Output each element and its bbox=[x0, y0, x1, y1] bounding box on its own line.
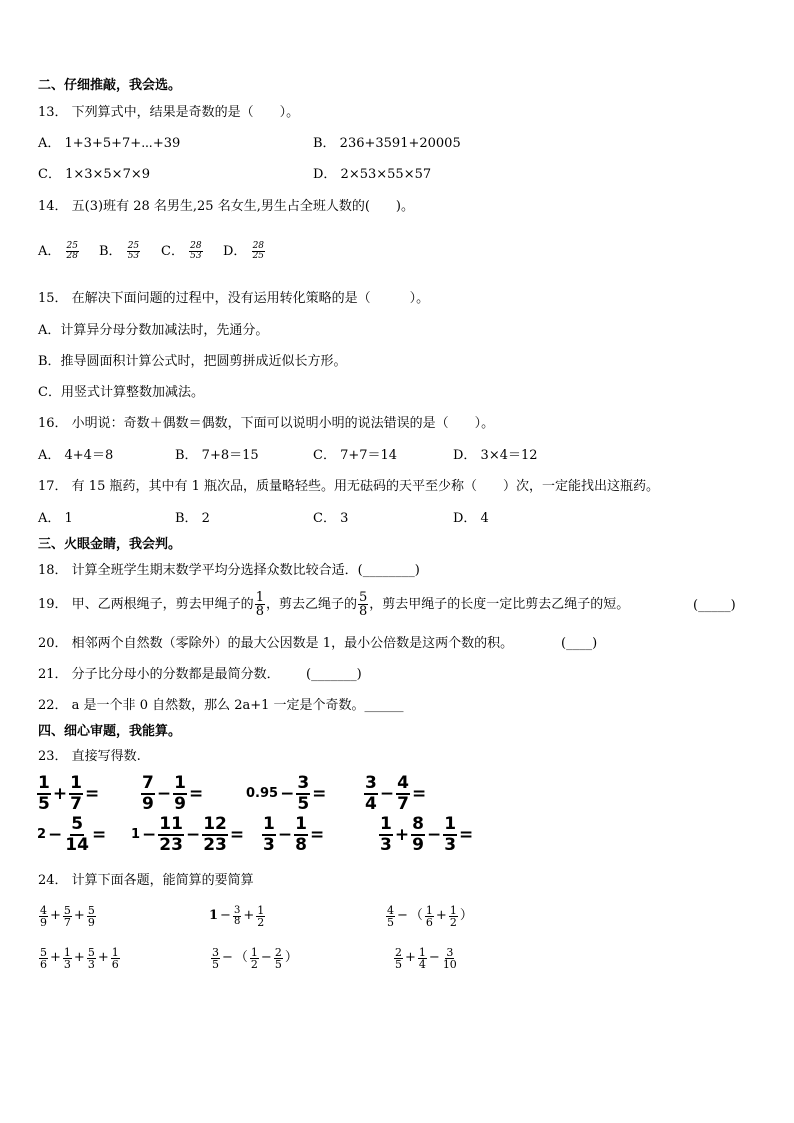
plus-sign: + bbox=[50, 950, 61, 965]
q14-stem: 14． 五(3)班有 28 名男生,25 名女生,男生占全班人数的( )。 bbox=[38, 199, 414, 214]
equals-sign: = bbox=[411, 784, 427, 804]
q20-answer-blank[interactable]: (____) bbox=[561, 636, 598, 651]
q14-option-c-fraction: $\frac{28}{53}$ bbox=[190, 241, 202, 261]
fraction: $\frac{1}{9}$ bbox=[174, 773, 186, 814]
q17-option-b[interactable]: B． 2 bbox=[175, 511, 210, 526]
q19-answer-blank[interactable]: (_____) bbox=[693, 598, 736, 613]
fraction: $\frac{1}{6}$ bbox=[425, 903, 433, 929]
q19-fraction-2: $\frac{5}{8}$ bbox=[358, 590, 368, 619]
plus-sign: + bbox=[73, 950, 85, 965]
equals-sign: = bbox=[229, 825, 245, 845]
fraction: $\frac{1}{8}$ bbox=[295, 814, 307, 855]
fraction: $\frac{1}{3}$ bbox=[263, 814, 275, 855]
plus-sign: + bbox=[97, 950, 109, 965]
equals-sign: = bbox=[312, 784, 327, 804]
q23-expr-2[interactable] bbox=[140, 774, 204, 815]
fraction: $\frac{11}{23}$ bbox=[159, 814, 183, 855]
minus-sign: − bbox=[185, 825, 201, 845]
q23-expr-4[interactable] bbox=[363, 774, 427, 815]
q23-expr-6[interactable] bbox=[130, 815, 245, 856]
q15-option-c[interactable]: C．用竖式计算整数加减法。 bbox=[38, 385, 204, 400]
minus-sign: − bbox=[428, 950, 440, 965]
q13-option-b[interactable]: B． 236+3591+20005 bbox=[313, 136, 461, 151]
fraction: $\frac{1}{3}$ bbox=[380, 814, 392, 855]
fraction: $\frac{1}{4}$ bbox=[418, 945, 426, 971]
q23-expr-5[interactable] bbox=[36, 815, 107, 856]
whole-number: 2 bbox=[37, 827, 47, 842]
equals-sign: = bbox=[91, 825, 107, 845]
q13-option-a[interactable]: A． 1+3+5+7+⋯+39 bbox=[38, 136, 181, 151]
q23-expr-8[interactable] bbox=[378, 815, 474, 856]
q17-stem: 17． 有 15 瓶药，其中有 1 瓶次品，质量略轻些。用无砝码的天平至少称（ ）次，一定能找出这瓶药。 bbox=[38, 479, 660, 494]
fraction: $\frac{2}{5}$ bbox=[395, 945, 402, 971]
minus-sign: − bbox=[280, 784, 295, 804]
fraction: $\frac{4}{9}$ bbox=[40, 903, 47, 929]
fraction: $\frac{4}{5}$ bbox=[387, 903, 394, 929]
q19-text-3: ，剪去甲绳子的长度一定比剪去乙绳子的短。 bbox=[369, 597, 630, 612]
fraction: $\frac{12}{23}$ bbox=[203, 814, 227, 855]
q17-option-d[interactable]: D． 4 bbox=[453, 511, 489, 526]
plus-sign: + bbox=[435, 908, 447, 923]
fraction: $\frac{1}{7}$ bbox=[70, 773, 82, 814]
fraction: $\frac{1}{3}$ bbox=[63, 945, 71, 971]
plus-sign: + bbox=[243, 908, 255, 923]
fraction: $\frac{3}{5}$ bbox=[297, 773, 310, 814]
q19-text-2: ，剪去乙绳子的 bbox=[265, 597, 357, 612]
fraction: $\frac{3}{4}$ bbox=[365, 773, 377, 814]
minus-sign: − bbox=[156, 784, 172, 804]
q14-option-d-fraction: $\frac{28}{25}$ bbox=[252, 241, 265, 261]
q23-expr-1[interactable] bbox=[36, 774, 100, 815]
fraction: $\frac{4}{7}$ bbox=[397, 773, 409, 814]
fraction: $\frac{5}{9}$ bbox=[87, 903, 95, 929]
q19-fraction-1: $\frac{1}{8}$ bbox=[255, 590, 264, 619]
q24-expr-6[interactable] bbox=[393, 940, 459, 977]
q14-option-a-label: A． bbox=[38, 244, 61, 259]
q18-text: 18． 计算全班学生期末数学平均分选择众数比较合适．(________) bbox=[38, 563, 420, 578]
q20-text: 20． 相邻两个自然数（零除外）的最大公因数是 1，最小公倍数是这两个数的积。 bbox=[38, 636, 514, 651]
section-2-title: 二、仔细推敲，我会选。 bbox=[38, 78, 182, 93]
minus-sign: − bbox=[397, 908, 408, 923]
q17-option-a[interactable]: A． 1 bbox=[38, 511, 73, 526]
fraction: $\frac{8}{9}$ bbox=[412, 814, 424, 855]
q14-option-c-label: C． bbox=[161, 244, 184, 259]
q15-option-a[interactable]: A．计算异分母分数加减法时，先通分。 bbox=[38, 323, 269, 338]
fraction: $\frac{3}{10}$ bbox=[442, 945, 457, 971]
q24-expr-1[interactable] bbox=[38, 898, 97, 935]
minus-sign: − bbox=[277, 825, 293, 845]
fraction: $\frac{1}{2}$ bbox=[449, 903, 457, 929]
q24-expr-4[interactable] bbox=[38, 940, 121, 977]
q23-expr-7[interactable] bbox=[261, 815, 325, 856]
equals-sign: = bbox=[309, 825, 325, 845]
plus-sign: + bbox=[394, 825, 410, 845]
q23-stem: 23． 直接写得数. bbox=[38, 749, 141, 764]
q13-stem: 13． 下列算式中，结果是奇数的是（ ）。 bbox=[38, 105, 300, 120]
section-3-title: 三、火眼金睛，我会判。 bbox=[38, 537, 182, 552]
q22-text[interactable]: 22． a 是一个非 0 自然数，那么 2a+1 一定是个奇数。______ bbox=[38, 698, 404, 713]
left-paren: （ bbox=[234, 950, 248, 965]
minus-sign: − bbox=[220, 908, 231, 923]
left-paren: （ bbox=[409, 908, 423, 923]
q16-option-c[interactable]: C． 7+7＝14 bbox=[313, 448, 398, 463]
minus-sign: − bbox=[142, 825, 157, 845]
fraction: $\frac{3}{5}$ bbox=[212, 945, 219, 971]
minus-sign: − bbox=[260, 950, 272, 965]
fraction: $\frac{2}{5}$ bbox=[274, 945, 282, 971]
q19-text-1: 19． 甲、乙两根绳子，剪去甲绳子的 bbox=[38, 597, 254, 612]
minus-sign: − bbox=[426, 825, 442, 845]
q14-option-a[interactable] bbox=[38, 238, 80, 266]
equals-sign: = bbox=[84, 784, 100, 804]
plus-sign: + bbox=[73, 908, 85, 923]
fraction: $\frac{7}{9}$ bbox=[142, 773, 154, 814]
equals-sign: = bbox=[459, 825, 474, 845]
fraction: $\frac{5}{3}$ bbox=[87, 945, 95, 971]
q15-option-b[interactable]: B．推导圆面积计算公式时，把圆剪拼成近似长方形。 bbox=[38, 354, 347, 369]
q16-option-d[interactable]: D． 3×4＝12 bbox=[453, 448, 538, 463]
q14-option-c[interactable] bbox=[161, 238, 204, 266]
fraction: $\frac{1}{2}$ bbox=[257, 903, 265, 929]
q14-option-b-label: B． bbox=[99, 244, 122, 259]
q24-expr-5[interactable] bbox=[210, 940, 299, 977]
fraction: $\frac{1}{2}$ bbox=[250, 945, 258, 971]
right-paren: ） bbox=[459, 908, 473, 923]
whole-number: 0.95 bbox=[246, 786, 279, 801]
q14-option-d[interactable] bbox=[223, 238, 266, 266]
section-4-title: 四、细心审题，我能算。 bbox=[38, 724, 182, 739]
fraction: $\frac{5}{14}$ bbox=[65, 814, 89, 855]
plus-sign: + bbox=[52, 784, 68, 804]
q14-option-a-fraction: $\frac{25}{28}$ bbox=[66, 241, 78, 261]
q21-answer-blank[interactable]: (_______) bbox=[306, 667, 362, 682]
q24-expr-2[interactable] bbox=[208, 898, 266, 935]
q24-expr-3[interactable] bbox=[385, 898, 474, 935]
q21-text: 21． 分子比分母小的分数都是最简分数． bbox=[38, 667, 280, 682]
q14-option-d-label: D． bbox=[223, 244, 247, 259]
plus-sign: + bbox=[405, 950, 416, 965]
plus-sign: + bbox=[50, 908, 61, 923]
fraction: $\frac{5}{7}$ bbox=[63, 903, 71, 929]
q13-option-c[interactable]: C． 1×3×5×7×9 bbox=[38, 167, 151, 182]
q16-option-b[interactable]: B． 7+8＝15 bbox=[175, 448, 259, 463]
q17-option-c[interactable]: C． 3 bbox=[313, 511, 349, 526]
fraction: $\frac{1}{6}$ bbox=[111, 945, 119, 971]
minus-sign: − bbox=[48, 825, 63, 845]
q23-expr-3[interactable] bbox=[245, 774, 327, 815]
fraction: $\frac{3}{8}$ bbox=[233, 904, 241, 927]
fraction: $\frac{1}{3}$ bbox=[444, 814, 457, 855]
q14-option-b-fraction: $\frac{25}{53}$ bbox=[127, 241, 140, 261]
q14-option-b[interactable] bbox=[99, 238, 141, 266]
q13-option-d[interactable]: D． 2×53×55×57 bbox=[313, 167, 432, 182]
minus-sign: − bbox=[222, 950, 233, 965]
q19-line bbox=[38, 588, 629, 622]
q16-stem: 16． 小明说：奇数＋偶数＝偶数，下面可以说明小明的说法错误的是（ ）。 bbox=[38, 416, 495, 431]
right-paren: ） bbox=[284, 950, 298, 965]
minus-sign: − bbox=[379, 784, 395, 804]
fraction: $\frac{5}{6}$ bbox=[40, 945, 47, 971]
whole-number: 1 bbox=[209, 908, 219, 923]
whole-number: 1 bbox=[131, 827, 141, 842]
q16-option-a[interactable]: A． 4+4＝8 bbox=[38, 448, 114, 463]
q15-stem: 15． 在解决下面问题的过程中，没有运用转化策略的是（ ）。 bbox=[38, 291, 430, 306]
fraction: $\frac{1}{5}$ bbox=[38, 773, 50, 814]
q24-stem: 24． 计算下面各题，能简算的要简算 bbox=[38, 873, 254, 888]
equals-sign: = bbox=[188, 784, 204, 804]
